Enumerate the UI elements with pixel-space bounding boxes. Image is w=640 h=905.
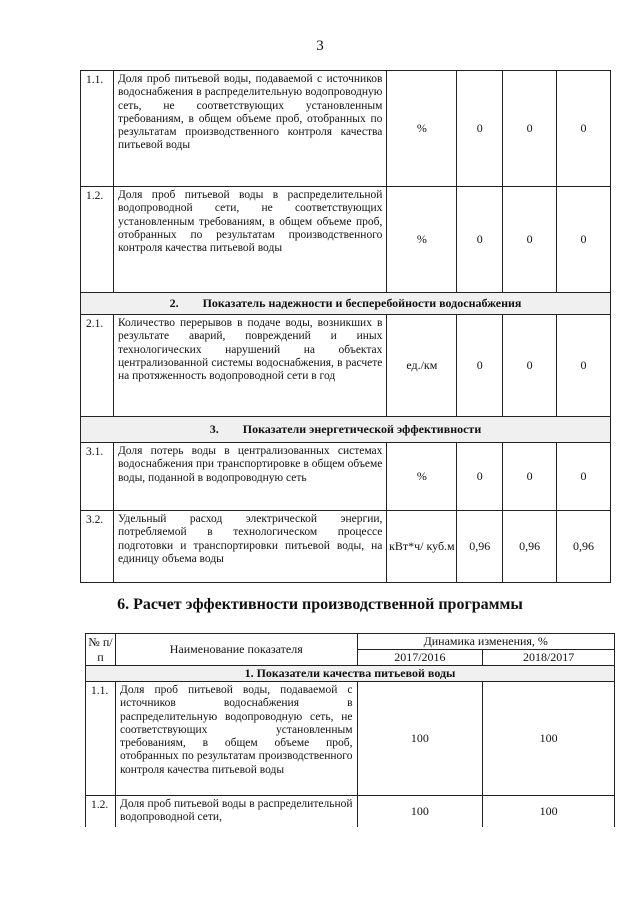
col-name-header: Наименование показателя: [115, 634, 357, 666]
row-number: 3.1.: [81, 443, 114, 511]
unit-cell: %: [387, 443, 457, 511]
value-2017: 0,96: [503, 511, 557, 583]
value-2018: 0: [557, 315, 611, 417]
table-row: [81, 71, 611, 187]
table-row: [81, 315, 611, 417]
efficiency-table: [85, 633, 615, 827]
value-2016: 0: [457, 443, 503, 511]
section-row: 1. Показатели качества питьевой воды: [86, 666, 615, 682]
value-2017: 0: [503, 187, 557, 293]
unit-cell: %: [387, 187, 457, 293]
col-year2-header: 2018/2017: [483, 650, 615, 666]
value-2016: 0: [457, 187, 503, 293]
value-2017: 100: [357, 682, 483, 796]
value-2016: 0: [457, 315, 503, 417]
table-row: [81, 187, 611, 293]
value-2016: 0: [457, 71, 503, 187]
row-number: 1.2.: [81, 187, 114, 293]
page-number: 3: [316, 38, 324, 54]
col-dynamics-header: Динамика изменения, %: [357, 634, 615, 650]
col-num-header: № п/п: [86, 634, 116, 666]
value-2017: 0: [503, 71, 557, 187]
row-text: Удельный расход электрической энергии, потребляемой в технологическом процессе подготовки и транспортировки питьевой воды, на единицу объема воды: [113, 511, 386, 583]
row-number: 2.1.: [81, 315, 114, 417]
row-text: Количество перерывов в подаче воды, возникших в результате аварий, повреждений и иных технологических нарушений на объектах централизованной системы водоснабжения, в расчете на протяженность водопроводной сети в год: [113, 315, 386, 417]
table-row: [81, 443, 611, 511]
row-number: 1.2.: [86, 796, 116, 827]
table-row: [81, 511, 611, 583]
indicators-table: [80, 70, 611, 583]
row-number: 3.2.: [81, 511, 114, 583]
section-title: 2. Показатель надежности и бесперебойности водоснабжения: [81, 293, 611, 315]
value-2017: 0: [503, 443, 557, 511]
value-2018: 100: [483, 796, 615, 827]
value-2018: 0,96: [557, 511, 611, 583]
row-text: Доля проб питьевой воды, подаваемой с источников водоснабжения в распределительную водопроводную сеть, не соответствующих установленным требованиям, в общем объеме проб, отобранных по результатам производственного контроля качества питьевой воды: [115, 682, 357, 796]
row-text: Доля проб питьевой воды в распределительной водопроводной сети, не соответствующих установленным требованиям, в общем объеме проб, отобранных по результатам производственного контроля качества питьевой воды: [113, 187, 386, 293]
value-2018: 0: [557, 187, 611, 293]
row-number: 1.1.: [86, 682, 116, 796]
section-row: [81, 417, 611, 443]
section-heading: 6. Расчет эффективности производственной программы: [117, 596, 523, 613]
row-number: 1.1.: [81, 71, 114, 187]
value-2018: 100: [483, 682, 615, 796]
col-year1-header: 2017/2016: [357, 650, 483, 666]
value-2018: 0: [557, 71, 611, 187]
unit-cell: ед./км: [387, 315, 457, 417]
section-title: 3. Показатели энергетической эффективности: [81, 417, 611, 443]
row-text: Доля проб питьевой воды в распределительной водопроводной сети,: [115, 796, 357, 827]
row-text: Доля потерь воды в централизованных системах водоснабжения при транспортировке в общем объеме воды, поданной в водопроводную сеть: [113, 443, 386, 511]
table-row: [86, 682, 615, 796]
section-row: [81, 293, 611, 315]
value-2017: 0: [503, 315, 557, 417]
value-2017: 100: [357, 796, 483, 827]
row-text: Доля проб питьевой воды, подаваемой с источников водоснабжения в распределительную водопроводную сеть, не соответствующих установленным требованиям, в общем объеме проб, отобранных по результатам производственного контроля качества питьевой воды: [113, 71, 386, 187]
table-row: [86, 796, 615, 827]
unit-cell: кВт*ч/ куб.м: [387, 511, 457, 583]
value-2016: 0,96: [457, 511, 503, 583]
unit-cell: %: [387, 71, 457, 187]
value-2018: 0: [557, 443, 611, 511]
